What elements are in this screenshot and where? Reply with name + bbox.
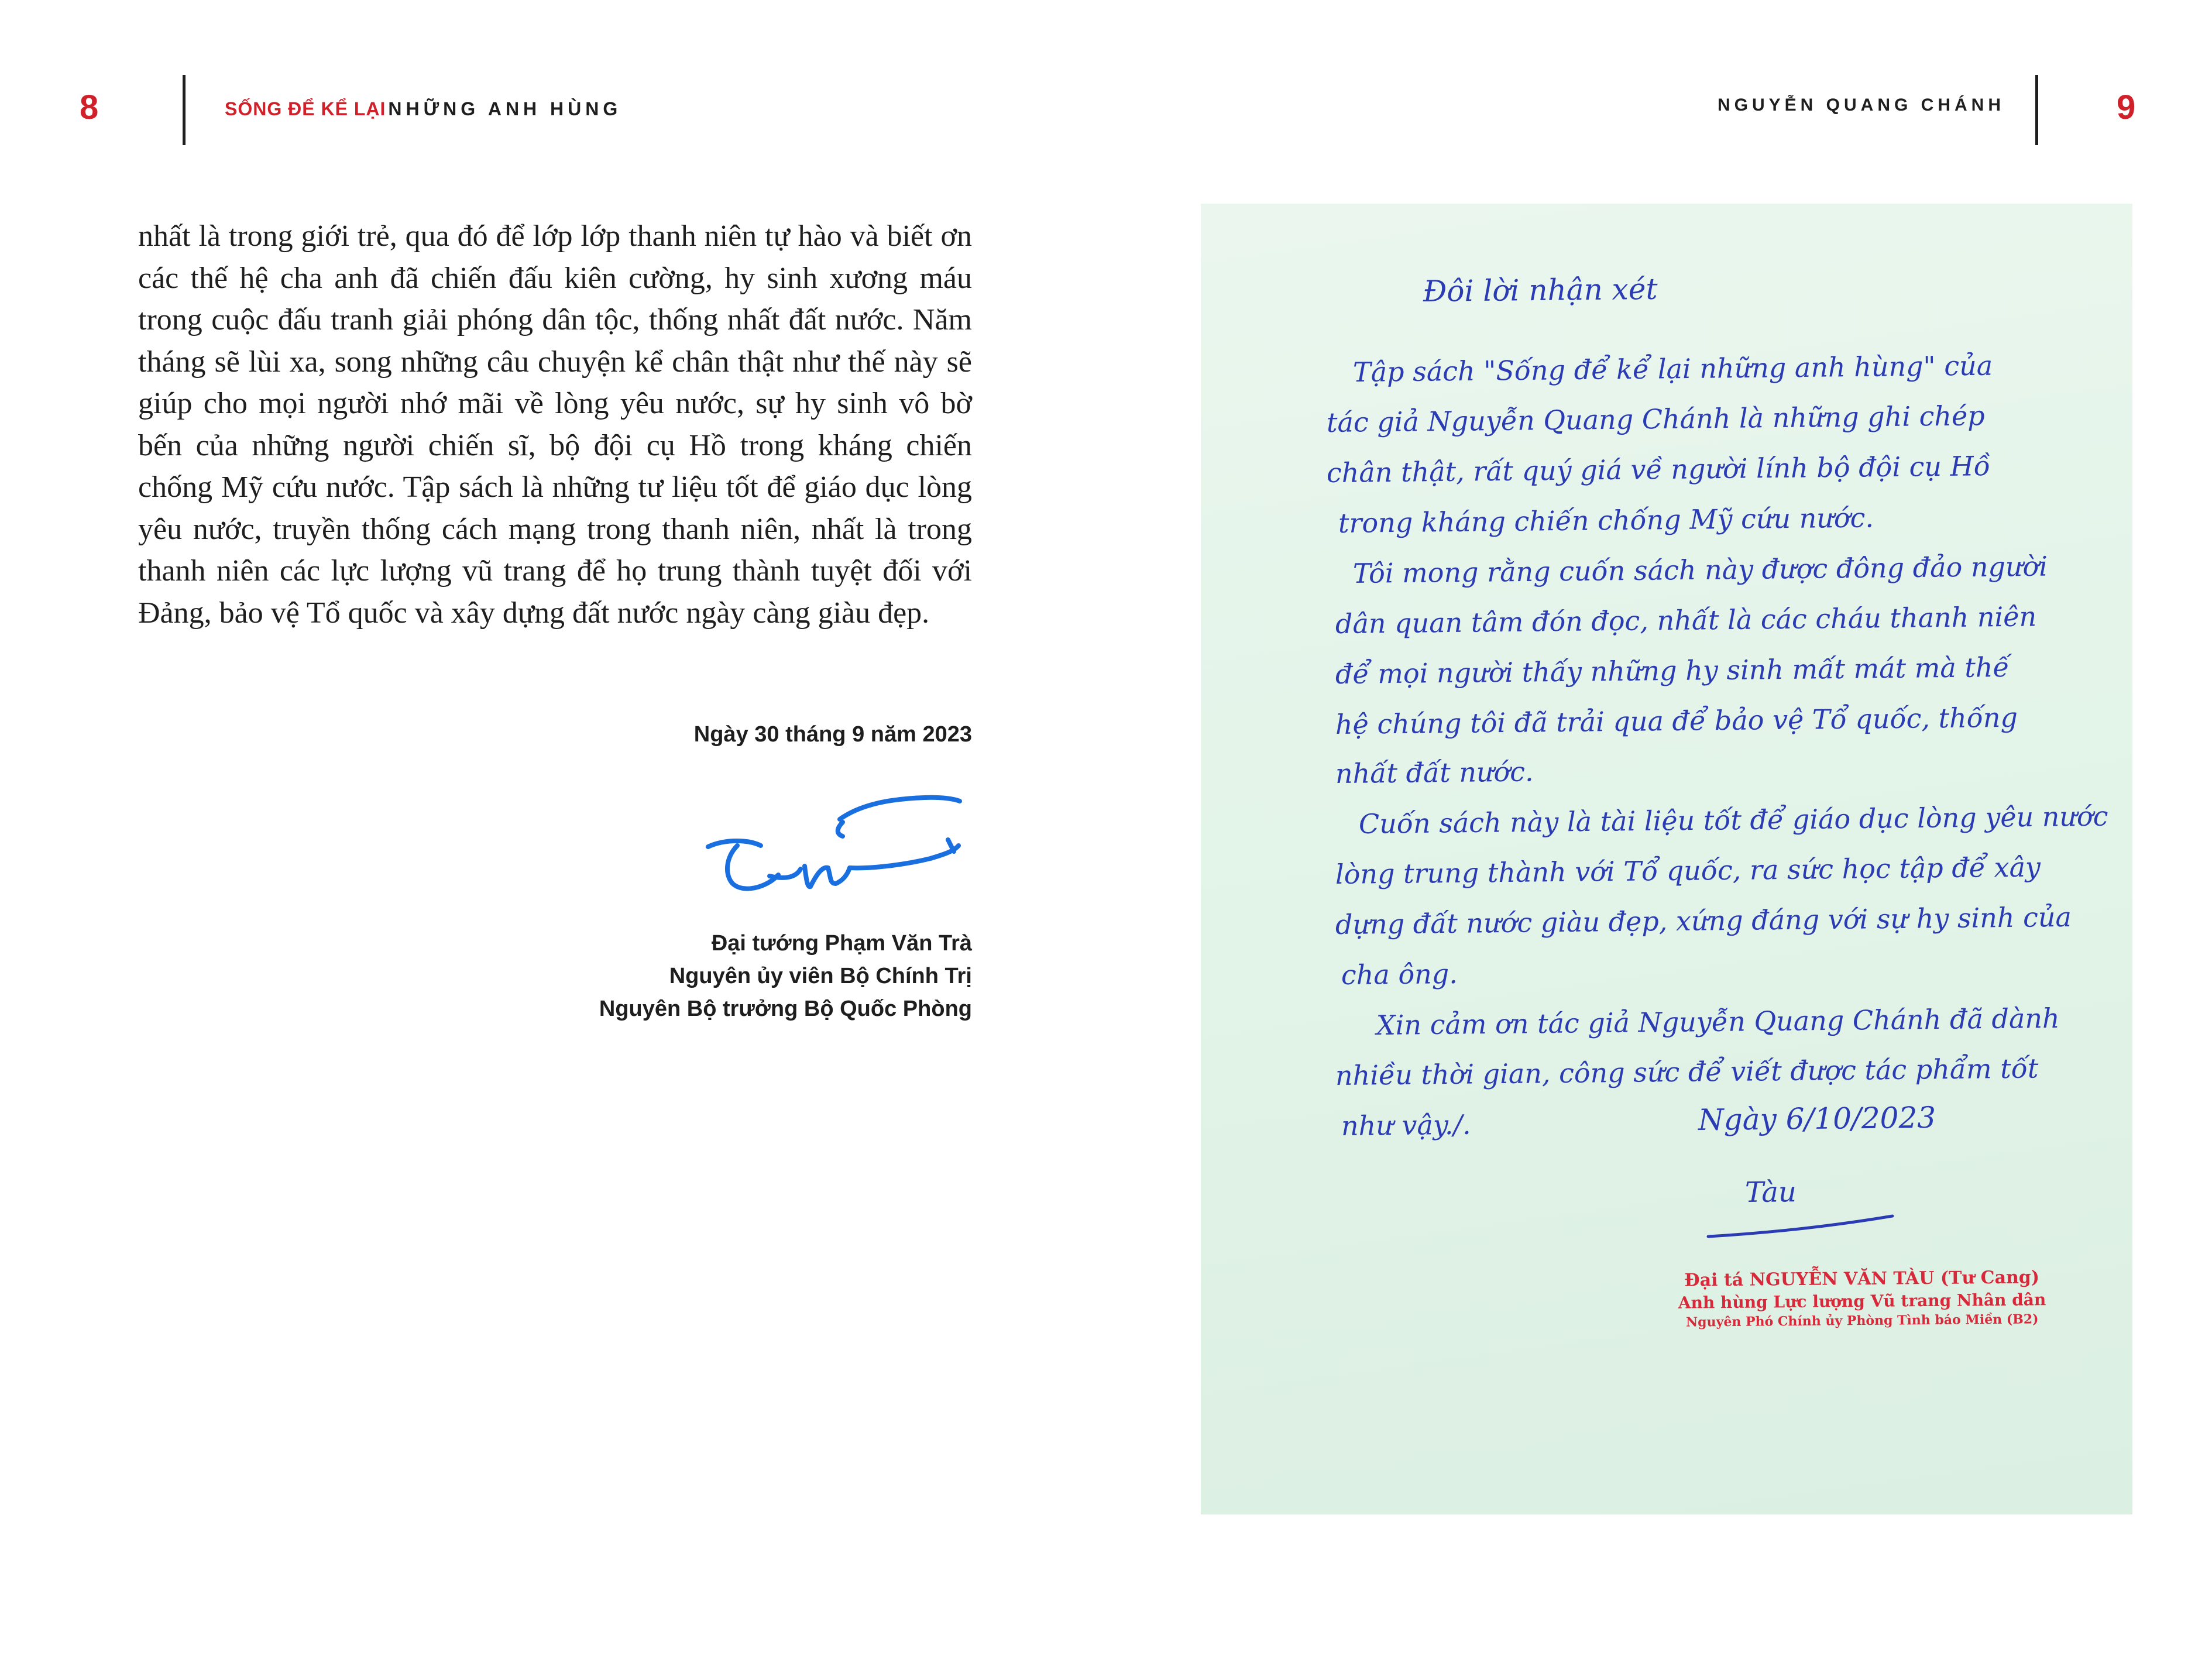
letter-line: cha ông. (1341, 957, 1458, 991)
header-divider-right (2035, 75, 2038, 145)
letter-line: Tôi mong rằng cuốn sách này được đông đảo người (1352, 550, 2048, 589)
stamp-line: Đại tá NGUYỄN VĂN TÀU (Tư Cang) (1684, 1267, 2040, 1291)
book-title-header (225, 98, 621, 119)
left-page-number: 8 (80, 88, 99, 126)
letter-line: Tập sách "Sống để kể lại những anh hùng" của (1352, 349, 1993, 388)
signer-block (468, 927, 972, 1025)
signer-name: Đại tướng Phạm Văn Trà (711, 931, 972, 956)
handwritten-letter-photo (1201, 204, 2132, 1514)
letter-line: dân quan tâm đón đọc, nhất là các cháu thanh niên (1335, 600, 2037, 640)
book-title-red: SỐNG ĐỂ KỂ LẠI (225, 98, 386, 119)
letter-line: nhiều thời gian, công sức để viết được tác phẩm tốt (1335, 1052, 2039, 1091)
letter-signature: Tàu (1744, 1176, 1797, 1209)
signature-flourish (1705, 1204, 1898, 1245)
letter-date-left: Ngày 30 tháng 9 năm 2023 (693, 722, 972, 747)
signer-title-1: Nguyên ủy viên Bộ Chính Trị (669, 964, 972, 988)
book-title-rest: NHỮNG ANH HÙNG (388, 98, 622, 119)
body-paragraph: nhất là trong giới trẻ, qua đó để lớp lớp thanh niên tự hào và biết ơn các thế hệ cha anh đã chiến đấu kiên cường, hy sinh xương máu trong cuộc đấu tranh giải phóng dân tộc, thống nhất đất nước. Năm tháng sẽ lùi xa, song những câu chuyện kể chân thật như thế này sẽ giúp cho mọi người nhớ mãi về lòng yêu nước, sự hy sinh vô bờ bến của những người chiến sĩ, bộ đội cụ Hồ trong kháng chiến chống Mỹ cứu nước. Tập sách là những tư liệu tốt để giáo dục lòng yêu nước, truyền thống cách mạng trong thanh niên, nhất là trong thanh niên các lực lượng vũ trang để họ trung thành tuyệt đối với Đảng, bảo vệ Tổ quốc và xây dựng đất nước ngày càng giàu đẹp. (138, 219, 972, 630)
letter-line: lòng trung thành với Tổ quốc, ra sức học tập để xây (1335, 851, 2041, 890)
signature-image (696, 764, 966, 916)
letter-line: như vậy./. (1341, 1108, 1471, 1142)
letter-line: hệ chúng tôi đã trải qua để bảo vệ Tổ quốc, thống (1335, 701, 2018, 740)
letter-line: để mọi người thấy những hy sinh mất mát mà thế (1335, 651, 2010, 690)
letter-title: Đôi lời nhận xét (1423, 272, 1658, 308)
letter-line: nhất đất nước. (1335, 755, 1534, 789)
stamp-line: Nguyên Phó Chính ủy Phòng Tình báo Miền (B2) (1686, 1311, 2039, 1330)
letter-line: dựng đất nước giàu đẹp, xứng đáng với sự hy sinh của (1335, 901, 2072, 940)
letter-date-right: Ngày 6/10/2023 (1698, 1100, 1936, 1137)
stamp-line: Anh hùng Lực lượng Vũ trang Nhân dân (1678, 1290, 2046, 1313)
author-header: NGUYỄN QUANG CHÁNH (1718, 95, 2005, 115)
letter-line: Xin cảm ơn tác giả Nguyễn Quang Chánh đã dành (1376, 1002, 2060, 1041)
letter-line: tác giả Nguyễn Quang Chánh là những ghi chép (1326, 400, 1985, 438)
right-page-number: 9 (2117, 88, 2136, 126)
letter-line: trong kháng chiến chống Mỹ cứu nước. (1338, 502, 1874, 539)
signer-title-2: Nguyên Bộ trưởng Bộ Quốc Phòng (599, 997, 972, 1021)
letter-line: chân thật, rất quý giá về người lính bộ đội cụ Hồ (1326, 450, 1991, 489)
letter-line: Cuốn sách này là tài liệu tốt để giáo dục lòng yêu nước (1358, 800, 2108, 840)
seal-stamp (1622, 1265, 2103, 1331)
header-divider-left (183, 75, 186, 145)
